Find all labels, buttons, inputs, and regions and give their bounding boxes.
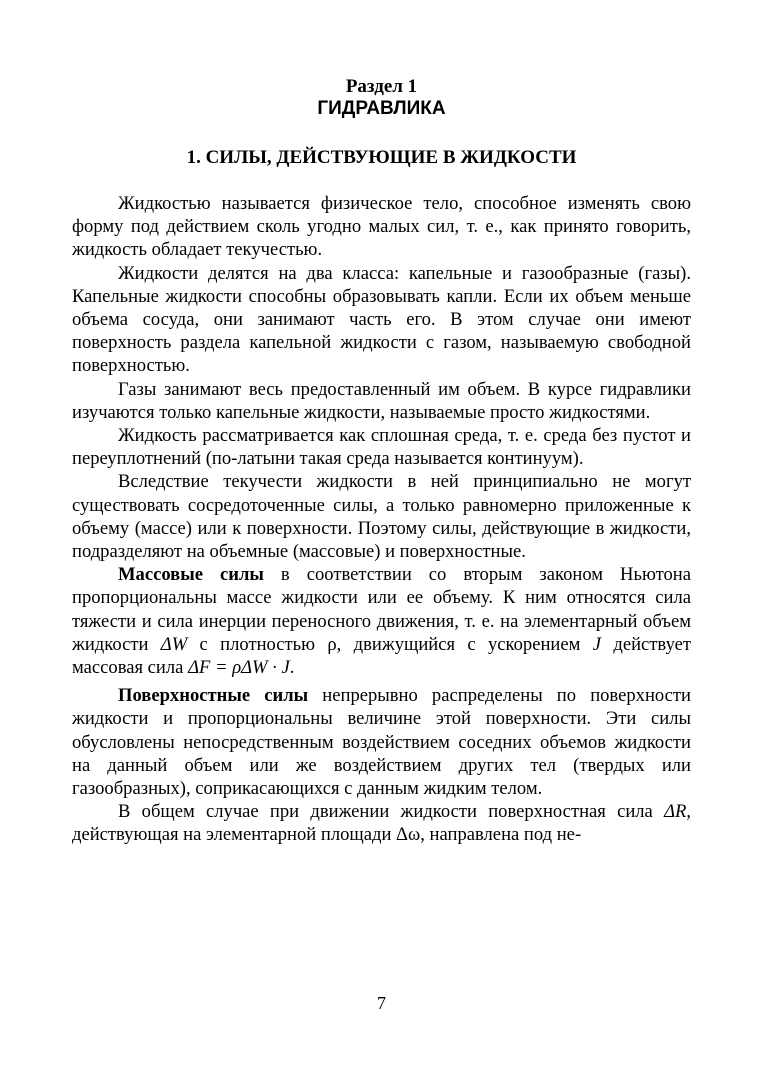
- section-label: Раздел 1: [345, 76, 418, 97]
- paragraph-6: [72, 563, 691, 679]
- body-text: [72, 192, 691, 847]
- chapter-title: 1. СИЛЫ, ДЕЙСТВУЮЩИЕ В ЖИДКОСТИ: [186, 147, 577, 168]
- paragraph-8: [72, 800, 691, 846]
- p6-text-c: действует массовая сила: [72, 633, 692, 679]
- symbol-delta-r: ΔR: [664, 801, 687, 823]
- section-title: ГИДРАВЛИКА: [317, 98, 446, 119]
- paragraph-5: Вследствие текучести жидкости в ней принципиально не могут существовать сосредоточенные силы, а только равномерно приложенные к объему (массе) или к поверхности. Поэтому силы, действующие в жидкости, подразделяют на объемные (массовые) и поверхностные.: [72, 471, 691, 563]
- p6-text-a: в соответствии со вторым законом Ньютона пропорциональны массе жидкости или ее объему. К ним относятся сила тяжести и сила инерции переносного движения, т. е. на элементарный объем жидкости: [72, 564, 691, 655]
- paragraph-2: Жидкости делятся на два класса: капельные и газообразные (газы). Капельные жидкости способны образовывать капли. Если их объем меньше объема сосуда, они занимают часть его. В этом случае они имеют поверхность раздела капельной жидкости с газом, называемую свободной поверхностью.: [72, 262, 691, 377]
- paragraph-1: Жидкостью называется физическое тело, способное изменять свою форму под действием сколь угодно малых сил, т. е., как принято говорить, жидкость обладает текучестью.: [72, 193, 691, 261]
- p8-text-b: , действующая на элементарной площади Δω, направлена под не-: [72, 801, 691, 846]
- paragraph-3: Газы занимают весь предоставленный им объем. В курсе гидравлики изучаются только капельные жидкости, называемые просто жидкостями.: [72, 378, 691, 423]
- page-number: 7: [377, 993, 386, 1013]
- p6-text-b: с плотностью ρ, движущийся с ускорением: [187, 633, 593, 655]
- paragraph-4: Жидкость рассматривается как сплошная среда, т. е. среда без пустот и переуплотнений (по-латыни такая среда называется континуум).: [72, 425, 691, 470]
- term-surface-forces: Поверхностные силы: [118, 685, 309, 707]
- p7-text: непрерывно распределены по поверхности жидкости и пропорциональны величине этой поверхности. Эти силы обусловлены непосредственным воздействием соседних объемов жидкости на данный объем или же воздействием других тел (твердых или газообразных), соприкасающихся с данным жидким телом.: [72, 685, 691, 800]
- p6-text-d: .: [289, 657, 295, 679]
- symbol-delta-w: ΔW: [160, 633, 188, 655]
- symbol-j: J: [592, 633, 602, 655]
- p8-text-a: В общем случае при движении жидкости поверхностная сила: [118, 801, 665, 823]
- term-mass-forces: Массовые силы: [118, 564, 264, 586]
- formula-mass-force: ΔF = ρΔW · J: [188, 657, 290, 679]
- paragraph-7: [72, 684, 691, 800]
